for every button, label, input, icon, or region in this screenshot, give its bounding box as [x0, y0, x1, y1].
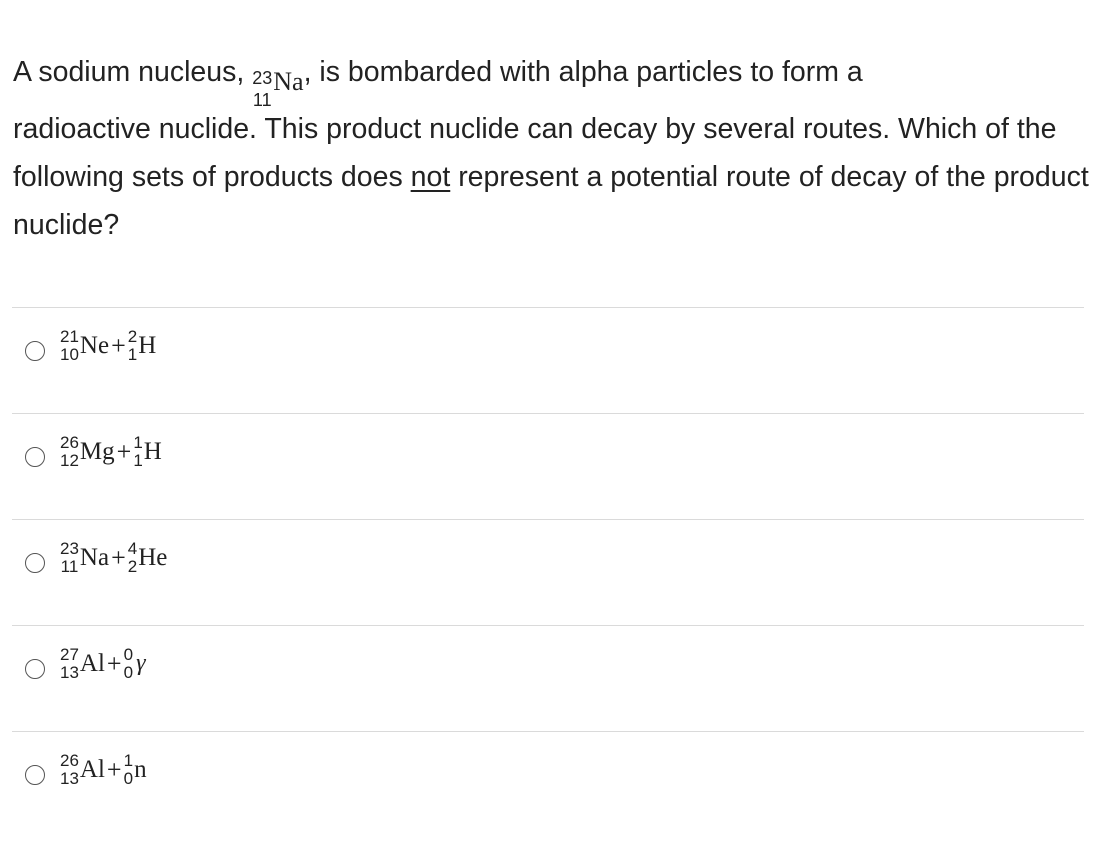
plus-sign: +	[111, 542, 126, 572]
plus-sign: +	[106, 754, 122, 784]
sodium-symbol: Na	[273, 67, 304, 96]
plus-sign: +	[106, 648, 122, 678]
plus-sign: +	[116, 436, 132, 466]
formula	[60, 540, 167, 575]
mass-number: 21	[60, 327, 79, 346]
element-symbol: Na	[79, 543, 110, 571]
answer-option-2[interactable]	[12, 413, 1084, 519]
mass-number: 27	[60, 645, 79, 664]
element-symbol: Mg	[79, 437, 115, 465]
mass-number: 2	[127, 327, 138, 346]
question-part-2: , is bombarded with alpha particles to form a	[303, 56, 863, 88]
mass-number: 0	[123, 645, 134, 664]
mass-number: 1	[123, 751, 134, 770]
radio-button[interactable]	[25, 765, 45, 785]
formula	[60, 752, 147, 787]
radio-button[interactable]	[25, 447, 45, 467]
sodium-atomic-number: 11	[252, 90, 272, 110]
element-symbol: Al	[79, 755, 105, 783]
question-text	[13, 38, 1093, 249]
atomic-number: 1	[133, 451, 143, 470]
atomic-number: 11	[60, 557, 79, 576]
atomic-number: 13	[60, 769, 79, 788]
element-symbol: Al	[79, 649, 105, 677]
mass-number: 23	[60, 539, 79, 558]
answer-option-3[interactable]	[12, 519, 1084, 625]
answer-option-4[interactable]	[12, 625, 1084, 731]
question-line-1	[13, 38, 1093, 110]
radio-button[interactable]	[25, 553, 45, 573]
question-line-2: radioactive nuclide. This product nuclide can decay by several routes. Which of the following sets of products does	[13, 113, 1057, 193]
question-part-1: A sodium nucleus,	[13, 56, 245, 88]
emphasis-not: not	[410, 161, 451, 193]
formula	[60, 646, 146, 681]
mass-number: 26	[60, 751, 79, 770]
plus-sign: +	[111, 330, 126, 360]
atomic-number: 2	[127, 557, 138, 576]
mass-number: 26	[60, 433, 79, 452]
answer-option-5[interactable]	[12, 731, 1084, 837]
atomic-number: 12	[60, 451, 79, 470]
atomic-number: 0	[123, 663, 134, 682]
gamma-symbol: γ	[136, 650, 146, 676]
answer-options	[12, 307, 1084, 837]
mass-number: 4	[127, 539, 138, 558]
answer-option-1[interactable]	[12, 307, 1084, 413]
atomic-number: 0	[123, 769, 134, 788]
element-symbol: H	[138, 331, 157, 359]
formula	[60, 434, 162, 469]
mass-number: 1	[133, 433, 143, 452]
formula	[60, 328, 156, 363]
question-line-3: represent a potential route of decay of the product nuclide?	[13, 161, 1089, 241]
atomic-number: 1	[127, 345, 138, 364]
atomic-number: 10	[60, 345, 79, 364]
element-symbol: Ne	[79, 331, 110, 359]
element-symbol: H	[143, 437, 162, 465]
sodium-mass-number: 23	[252, 68, 273, 88]
element-symbol: He	[138, 543, 168, 571]
radio-button[interactable]	[25, 341, 45, 361]
atomic-number: 13	[60, 663, 79, 682]
element-symbol: n	[134, 755, 147, 783]
radio-button[interactable]	[25, 659, 45, 679]
